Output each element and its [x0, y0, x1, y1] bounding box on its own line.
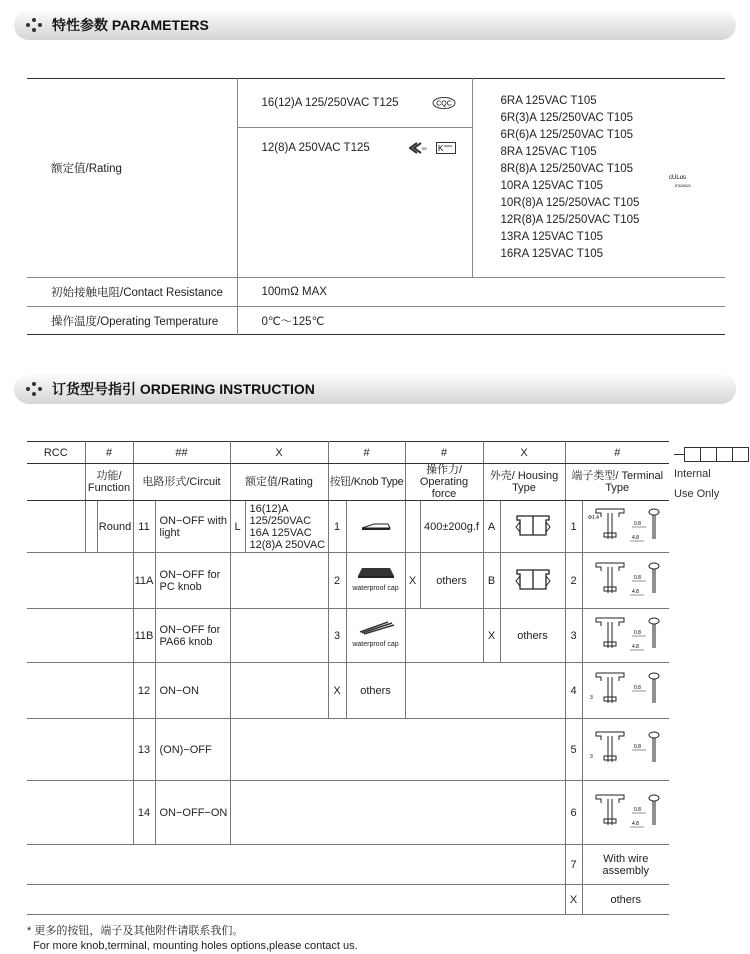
terminal-4-drawing: [582, 663, 669, 719]
parameters-table: [27, 78, 725, 335]
knob-pc-icon: waterproof cap: [346, 553, 405, 609]
rating-enec-text: 12(8)A 250VAC T125: [261, 142, 370, 155]
table-row: [27, 845, 669, 885]
ul-rating-item: 6RA 125VAC T105: [500, 95, 597, 107]
dots-icon: [26, 382, 46, 396]
housing-code: B: [483, 553, 500, 609]
table-row: [27, 553, 669, 609]
svg-text:KEMA: KEMA: [444, 144, 453, 148]
housing-b-icon: [500, 553, 565, 609]
terminal-1-drawing: [582, 501, 669, 553]
circuit-text: ON−OFF for PC knob: [155, 553, 230, 609]
svg-text:0.8: 0.8: [633, 630, 641, 636]
terminal-code: 6: [565, 781, 582, 845]
rating-cqc-text: 16(12)A 125/250VAC T125: [261, 97, 399, 110]
ul-rating-item: 6R(6)A 125/250VAC T105: [500, 129, 634, 141]
code-circuit: ##: [133, 442, 230, 464]
svg-text:4.8: 4.8: [631, 535, 639, 541]
code-function: #: [85, 442, 133, 464]
header-rating: 额定值/Rating: [230, 464, 328, 501]
terminal-code: 5: [565, 719, 582, 781]
ul-rating-item: 10RA 125VAC T105: [500, 180, 604, 192]
ul-rating-item: 12R(8)A 125/250VAC T105: [500, 214, 640, 226]
ul-rating-item: 8RA 125VAC T105: [500, 146, 597, 158]
header-force: 操作力/ Operating force: [405, 464, 483, 501]
header-knob: 按钮/Knob Type: [328, 464, 405, 501]
terminal-text: others: [582, 885, 669, 915]
svg-text:05: 05: [421, 146, 427, 151]
header-terminal: 端子类型/ Terminal Type: [565, 464, 669, 501]
knob-text: others: [346, 663, 405, 719]
knob-pa66-icon: waterproof cap: [346, 609, 405, 663]
parameters-section-header: [14, 10, 736, 40]
svg-text:3: 3: [589, 754, 593, 760]
svg-text:4.8: 4.8: [631, 589, 639, 595]
svg-text:0.8: 0.8: [633, 575, 641, 581]
ul-rating-item: 10R(8)A 125/250VAC T105: [500, 197, 640, 209]
knob-round-icon: [346, 501, 405, 553]
table-row: [27, 781, 669, 845]
circuit-code: 12: [133, 663, 155, 719]
terminal-3-drawing: [582, 609, 669, 663]
temp-value: 0℃～125℃: [237, 307, 725, 335]
cqc-logo-icon: [432, 97, 456, 109]
rating-code: L: [230, 501, 245, 553]
header-circuit: 电路形式/Circuit: [133, 464, 230, 501]
circuit-text: ON−OFF with light: [155, 501, 230, 553]
knob-code: 2: [328, 553, 346, 609]
code-housing: X: [483, 442, 565, 464]
function-round: Round: [97, 501, 133, 553]
ul-rating-item: 6R(3)A 125/250VAC T105: [500, 112, 634, 124]
dots-icon: [26, 18, 46, 32]
knob-code: 3: [328, 609, 346, 663]
svg-text:4.8: 4.8: [631, 644, 639, 650]
svg-text:3: 3: [589, 695, 593, 701]
svg-text:0.8: 0.8: [633, 521, 641, 527]
circuit-code: 13: [133, 719, 155, 781]
kema-logo-icon: [436, 142, 456, 154]
table-row: [27, 501, 669, 553]
table-row: [27, 885, 669, 915]
rating-label: 额定值/Rating: [27, 79, 237, 278]
contact-label: 初始接触电阻/Contact Resistance: [27, 278, 237, 307]
ul-rating-item: 16RA 125VAC T105: [500, 248, 604, 260]
header-function: 功能/ Function: [85, 464, 133, 501]
circuit-text: (ON)−OFF: [155, 719, 230, 781]
svg-text:4.8: 4.8: [631, 821, 639, 827]
ul-rating-item: 13RA 125VAC T105: [500, 231, 604, 243]
housing-code: A: [483, 501, 500, 553]
section-title: 订货型号指引 ORDERING INSTRUCTION: [52, 381, 315, 397]
enec-logo-icon: [409, 142, 429, 154]
svg-text:E310621: E310621: [675, 183, 692, 188]
table-row: [27, 719, 669, 781]
svg-text:0.8: 0.8: [633, 744, 641, 750]
circuit-text: ON−OFF for PA66 knob: [155, 609, 230, 663]
terminal-6-drawing: [582, 781, 669, 845]
internal-use-label: Internal Use Only: [674, 468, 720, 500]
force-code: X: [405, 553, 420, 609]
contact-value: 100mΩ MAX: [237, 278, 725, 307]
table-row: [27, 663, 669, 719]
ordering-table: [27, 441, 669, 915]
ul-rating-list: [473, 93, 640, 263]
svg-text:Φ1.4: Φ1.4: [587, 515, 599, 521]
internal-code-boxes: [674, 447, 749, 462]
terminal-code: X: [565, 885, 582, 915]
circuit-code: 14: [133, 781, 155, 845]
header-housing: 外壳/ Housing Type: [483, 464, 565, 501]
knob-code: 1: [328, 501, 346, 553]
terminal-code: 4: [565, 663, 582, 719]
terminal-code: 3: [565, 609, 582, 663]
table-row: [27, 609, 669, 663]
svg-text:cULus: cULus: [669, 175, 687, 181]
code-force: #: [405, 442, 483, 464]
knob-code: X: [328, 663, 346, 719]
ul-ratings: [472, 79, 725, 278]
ul-logo-icon: [669, 167, 705, 189]
svg-text:CQC: CQC: [435, 100, 452, 108]
terminal-2-drawing: [582, 553, 669, 609]
temp-label: 操作温度/Operating Temperature: [51, 315, 219, 328]
terminal-code: 2: [565, 553, 582, 609]
code-knob: #: [328, 442, 405, 464]
footnote-cn: * 更多的按钮，端子及其他附件请联系我们。: [27, 925, 244, 937]
rating-enec: [237, 128, 472, 278]
rating-lines: 16(12)A 125/250VAC 16A 125VAC 12(8)A 250VAC: [245, 501, 328, 553]
footnote-en: For more knob,terminal, mounting holes options,please contact us.: [33, 940, 358, 952]
code-rating: X: [230, 442, 328, 464]
terminal-code: 1: [565, 501, 582, 553]
rating-cqc: [237, 79, 472, 128]
housing-text: others: [500, 609, 565, 663]
svg-text:0.8: 0.8: [633, 807, 641, 813]
force-text: others: [420, 553, 483, 609]
terminal-code: 7: [565, 845, 582, 885]
housing-a-icon: [500, 501, 565, 553]
circuit-code: 11B: [133, 609, 155, 663]
force-text: 400±200g.f: [420, 501, 483, 553]
section-title: 特性参数 PARAMETERS: [52, 17, 209, 33]
housing-code: X: [483, 609, 500, 663]
ul-rating-item: 8R(8)A 125/250VAC T105: [500, 163, 634, 175]
terminal-5-drawing: [582, 719, 669, 781]
circuit-code: 11: [133, 501, 155, 553]
terminal-text: With wire assembly: [582, 845, 669, 885]
code-series: RCC: [27, 442, 85, 464]
circuit-text: ON−OFF−ON: [155, 781, 230, 845]
ordering-section-header: [14, 374, 736, 404]
svg-text:0.8: 0.8: [633, 685, 641, 691]
code-terminal: #: [565, 442, 669, 464]
circuit-text: ON−ON: [155, 663, 230, 719]
svg-text:K: K: [438, 144, 444, 153]
circuit-code: 11A: [133, 553, 155, 609]
